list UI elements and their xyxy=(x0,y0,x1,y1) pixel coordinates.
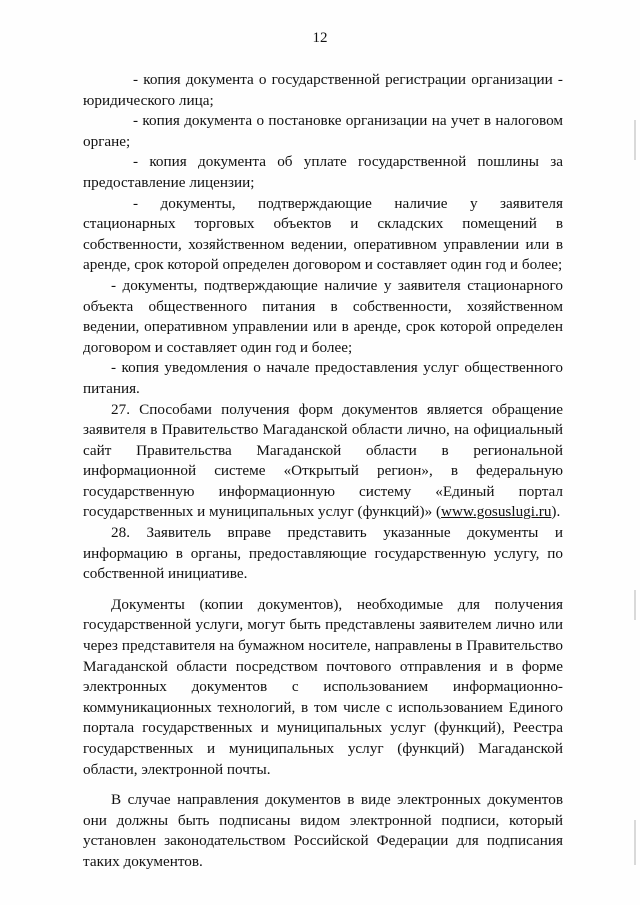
scan-edge-marks xyxy=(626,0,640,905)
paragraph-electronic-signature: В случае направления документов в виде электронных документов они должны быть подписаны видом электронной подписи, который установлен законодательством Российской Федерации для подписания таких документов. xyxy=(83,791,563,870)
list-item-trade-objects-docs: - документы, подтверждающие наличие у заявителя стационарных торговых объектов и складских помещений в собственности, хозяйственном ведении, оперативном управлении или в аренде, срок которой определен договором и составляет один год и более; xyxy=(83,194,563,274)
paragraph-documents-submission: Документы (копии документов), необходимые для получения государственной услуги, могут быть представлены заявителем лично или через представителя на бумажном носителе, направлены в Правительство Магаданской области посредством почтового отправления и в форме электронных документов с использованием информационно-коммуникационных технологий, в том числе с использованием Единого портала государственных и муниципальных услуг (функций), Реестра государственных и муниципальных услуг (функций) Магаданской области, электронной почты. xyxy=(83,595,563,778)
list-item-catering-notice-copy: - копия уведомления о начале предоставления услуг общественного питания. xyxy=(83,359,563,397)
document-body xyxy=(83,70,563,873)
paragraph-27 xyxy=(83,400,563,524)
list-item-fee-payment-copy: - копия документа об уплате государственной пошлины за предоставление лицензии; xyxy=(83,153,563,191)
list-item-tax-registration-copy: - копия документа о постановке организации на учет в налоговом органе; xyxy=(83,112,563,150)
gosuslugi-link[interactable]: www.gosuslugi.ru xyxy=(441,503,552,521)
paragraph-27-text: 27. Способами получения форм документов является обращение заявителя в Правительство Магаданской области лично, на официальный сайт Правительства Магаданской области в региональной информационной системе «Открытый регион», в федеральную государственную информационную систему «Единый портал государственных и муниципальных услуг (функций)» ( xyxy=(83,400,563,521)
list-item-catering-object-docs: - документы, подтверждающие наличие у заявителя стационарного объекта общественного питания в собственности, хозяйственном ведении, оперативном управлении или в аренде, срок которой определен договором и составляет один год и более; xyxy=(83,276,563,356)
list-item-registration-copy: - копия документа о государственной регистрации организации - юридического лица; xyxy=(83,71,563,109)
paragraph-27-tail: ). xyxy=(551,503,561,521)
paragraph-28: 28. Заявитель вправе представить указанные документы и информацию в органы, предоставляющие государственную услугу, по собственной инициативе. xyxy=(83,524,563,583)
page-number: 12 xyxy=(312,30,328,46)
